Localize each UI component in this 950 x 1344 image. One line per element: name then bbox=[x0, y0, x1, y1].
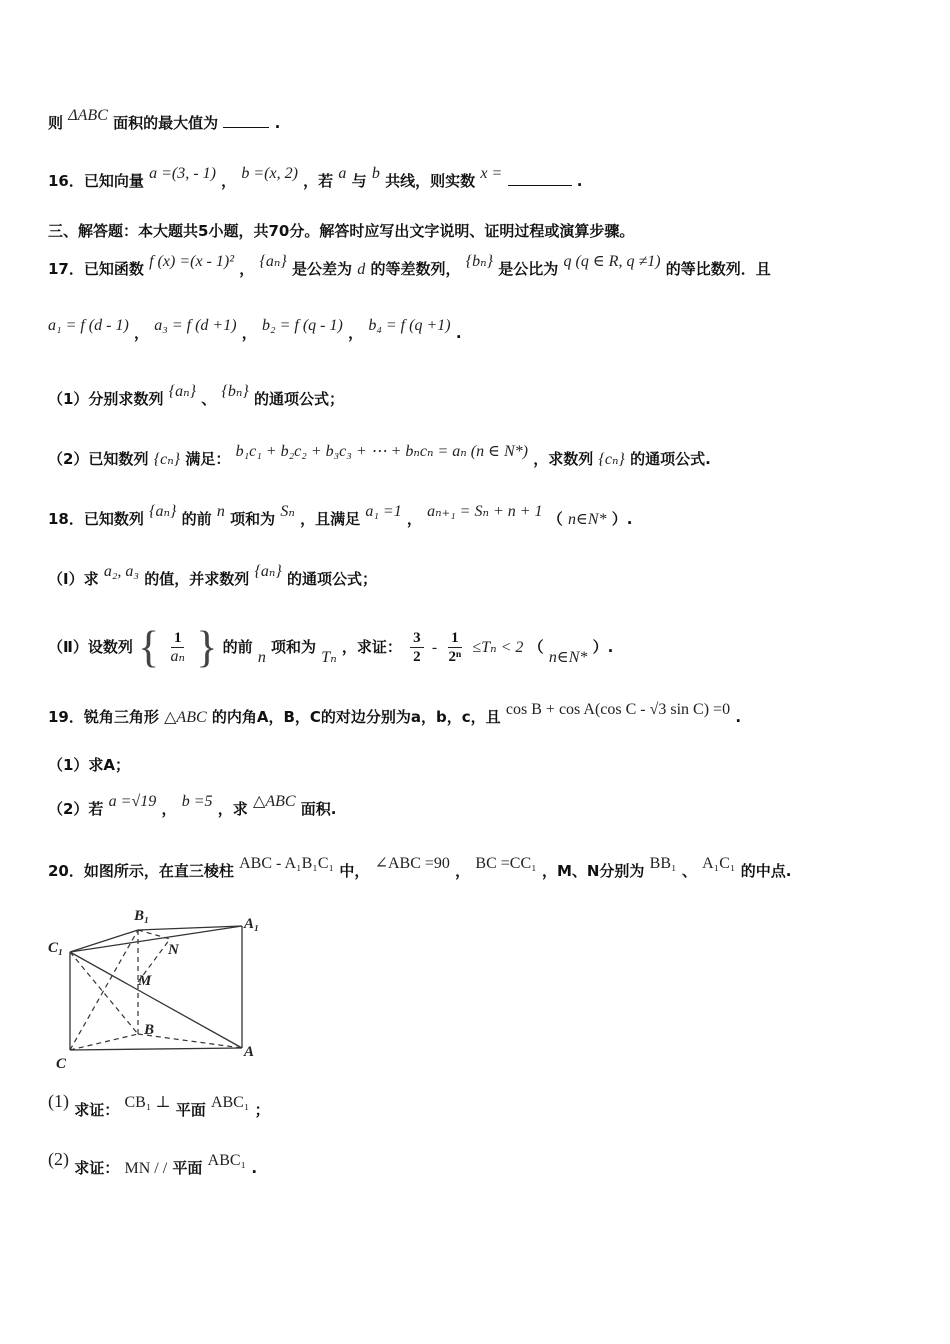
q17-part2 bbox=[48, 443, 711, 471]
q20-a1c1: A₁C₁ bbox=[702, 855, 736, 872]
q18-comma: ， bbox=[406, 510, 422, 528]
q17-part2-label: （2）已知数列 bbox=[48, 450, 149, 468]
q20-part1-num: (1) bbox=[48, 1091, 69, 1111]
label-b1: B₁ bbox=[134, 908, 150, 924]
q20-part1-end: ； bbox=[254, 1101, 270, 1119]
q16-number: 16．已知向量 bbox=[48, 172, 144, 190]
q18-cond-close: ）. bbox=[611, 510, 633, 528]
edge-c-a bbox=[70, 1048, 242, 1050]
q16-b: b bbox=[371, 165, 380, 182]
q19-equation: cos B + cos A(cos C - √3 sin C) =0 bbox=[505, 701, 731, 718]
q17-part2-text: 满足： bbox=[185, 450, 231, 468]
q16-answer-blank bbox=[508, 171, 572, 186]
q17-part2-math: b₁c₁ + b₂c₂ + b₃c₃ + ⋯ + bₙcₙ = aₙ (n ∈ N*) bbox=[235, 443, 528, 460]
label-a1: A₁ bbox=[244, 916, 260, 932]
q20-number: 20．如图所示，在直三棱柱 bbox=[48, 862, 234, 880]
q20-sep: 、 bbox=[681, 862, 697, 880]
q16-x: x = bbox=[480, 165, 503, 182]
q18-brace-right: } bbox=[196, 622, 218, 672]
q20-part2-text2: 平面 bbox=[172, 1159, 203, 1177]
q18-frac-3-2 bbox=[410, 629, 424, 666]
q19-end: . bbox=[735, 708, 742, 726]
q18-frac-1-2n bbox=[445, 629, 464, 666]
label-n: N bbox=[168, 942, 179, 958]
prism-figure bbox=[44, 900, 274, 1076]
q20-line1 bbox=[48, 855, 792, 883]
diag-c1-a bbox=[70, 952, 242, 1048]
edge-c-b bbox=[70, 1034, 138, 1050]
q17-a3-eq: a₃ = f (d +1) bbox=[154, 317, 237, 334]
q18-part2-text: 的前 bbox=[222, 638, 253, 656]
q17-line2 bbox=[48, 317, 462, 345]
q18-part1-an: {aₙ} bbox=[254, 563, 282, 580]
q20-bc-eq: BC =CC₁ bbox=[475, 855, 537, 872]
q18-part2-label: （Ⅱ）设数列 bbox=[48, 638, 133, 656]
q20-comma: ， bbox=[455, 862, 471, 880]
q17-part1-an: {aₙ} bbox=[168, 383, 196, 400]
q17-q-math: q (q ∈ R, q ≠1) bbox=[563, 253, 661, 270]
q20-bb1: BB₁ bbox=[649, 855, 677, 872]
q15-triangle-math: ΔABC bbox=[68, 107, 108, 124]
q20-part2-plane: ABC₁ bbox=[207, 1152, 247, 1169]
q20-part2-end: . bbox=[251, 1159, 258, 1177]
q17-part1-bn: {bₙ} bbox=[221, 383, 249, 400]
q19-part2-triangle: △ABC bbox=[253, 793, 296, 810]
q18-ineq-den1: 2 bbox=[413, 649, 421, 665]
q20-part2-text: 求证： bbox=[74, 1159, 120, 1177]
q18-frac-num: 1 bbox=[171, 629, 185, 648]
q18-line1 bbox=[48, 503, 633, 531]
q18-part1-math: a₂, a₃ bbox=[103, 563, 139, 580]
q18-ineq-den2: 2ⁿ bbox=[448, 649, 462, 665]
q19-number: 19．锐角三角形 bbox=[48, 708, 159, 726]
q17-seq-b: {bₙ} bbox=[465, 253, 494, 270]
q15-answer-blank bbox=[223, 113, 269, 128]
q17-part2-cn: {cₙ} bbox=[153, 451, 181, 468]
q18-recurrence: aₙ₊₁ = Sₙ + n + 1 bbox=[427, 503, 543, 520]
q17-sep: ， bbox=[134, 324, 150, 342]
q16-text4: 共线，则实数 bbox=[385, 172, 476, 190]
q16-vector-b: b =(x, 2) bbox=[241, 165, 298, 182]
q20-prism: ABC - A₁B₁C₁ bbox=[239, 855, 335, 872]
q19-part1: （1）求A； bbox=[48, 756, 131, 774]
q16-line bbox=[48, 165, 583, 193]
q17-line1 bbox=[48, 253, 771, 281]
q17-part2-text2: ，求数列 bbox=[533, 450, 594, 468]
q18-part2-n: n bbox=[257, 649, 266, 666]
q18-ineq-num1: 3 bbox=[410, 629, 424, 648]
q18-n: n bbox=[216, 503, 225, 520]
q19-part2 bbox=[48, 793, 337, 821]
q16-a: a bbox=[338, 165, 347, 182]
q18-ineq-num2: 1 bbox=[448, 629, 462, 648]
q20-text4: 的中点. bbox=[740, 862, 792, 880]
q20-part1-text: 求证： bbox=[74, 1101, 120, 1119]
q17-function-math: f (x) =(x - 1)² bbox=[149, 253, 234, 270]
q18-frac-den: aₙ bbox=[170, 648, 185, 665]
q18-number: 18．已知数列 bbox=[48, 510, 144, 528]
label-b: B bbox=[144, 1022, 155, 1038]
q19-part2-b: b =5 bbox=[181, 793, 213, 810]
q18-part1-text: 的值，并求数列 bbox=[144, 570, 250, 588]
label-m: M bbox=[138, 973, 152, 989]
q17-sep: ， bbox=[348, 324, 364, 342]
q18-cond-math: n∈N* bbox=[568, 511, 607, 528]
q19-part2-text: ，求 bbox=[217, 800, 248, 818]
q18-ineq-minus: - bbox=[431, 639, 438, 656]
q18-part2-tn: Tₙ bbox=[321, 649, 337, 666]
q18-part2 bbox=[48, 624, 613, 671]
q18-seq-a: {aₙ} bbox=[149, 503, 177, 520]
q17-text4: 是公比为 bbox=[498, 260, 559, 278]
q17-number: 17．已知函数 bbox=[48, 260, 144, 278]
q16-text3: 与 bbox=[351, 172, 367, 190]
q20-angle: ∠ABC =90 bbox=[374, 855, 450, 872]
q18-fraction-seq bbox=[167, 629, 187, 666]
q18-part2-text2: 项和为 bbox=[271, 638, 317, 656]
q18-part2-text3: ，求证： bbox=[341, 638, 402, 656]
q16-comma: ， bbox=[221, 172, 237, 190]
q19-part2-end: 面积. bbox=[300, 800, 337, 818]
q18-ineq-rest: ≤Tₙ < 2 bbox=[472, 639, 524, 656]
seg-b1-n bbox=[138, 930, 170, 939]
q17-a1-eq: a₁ = f (d - 1) bbox=[48, 317, 129, 334]
q17-part2-text3: 的通项公式. bbox=[630, 450, 711, 468]
q17-end: . bbox=[455, 324, 462, 342]
q17-part1-text: 的通项公式； bbox=[253, 390, 344, 408]
q18-text2: 的前 bbox=[181, 510, 212, 528]
q19-comma: ， bbox=[161, 800, 177, 818]
q17-part1 bbox=[48, 383, 344, 411]
q20-part1-math: CB₁ ⊥ bbox=[124, 1094, 171, 1111]
q17-text5: 的等比数列．且 bbox=[665, 260, 771, 278]
q18-text3: 项和为 bbox=[230, 510, 276, 528]
q20-part2-math: MN / / bbox=[124, 1160, 168, 1177]
q20-text2: 中， bbox=[339, 862, 370, 880]
q16-vector-a: a =(3, - 1) bbox=[149, 165, 216, 182]
q18-part2-cond-math: n∈N* bbox=[548, 649, 588, 666]
q19-triangle: △ABC bbox=[164, 709, 207, 726]
section-heading: 三、解答题：本大题共5小题，共70分。解答时应写出文字说明、证明过程或演算步骤。 bbox=[48, 222, 635, 240]
q17-b2-eq: b₂ = f (q - 1) bbox=[262, 317, 343, 334]
q18-part1-label: （Ⅰ）求 bbox=[48, 570, 99, 588]
q18-text4: ，且满足 bbox=[300, 510, 361, 528]
label-c1: C₁ bbox=[48, 940, 64, 956]
diag-c1-b bbox=[70, 952, 138, 1034]
q17-part2-cn2: {cₙ} bbox=[598, 451, 625, 468]
q19-text2: 的内角A，B，C的对边分别为a，b，c，且 bbox=[211, 708, 501, 726]
q17-sep: ， bbox=[241, 324, 257, 342]
q15-end: . bbox=[274, 114, 281, 132]
diag-c-b1 bbox=[70, 930, 138, 1050]
edge-c1-b1 bbox=[70, 930, 138, 952]
label-a: A bbox=[244, 1044, 255, 1060]
q17-d: d bbox=[357, 261, 366, 278]
q20-part1-plane: ABC₁ bbox=[210, 1094, 250, 1111]
q17-text3: 的等差数列， bbox=[370, 260, 461, 278]
q18-part1 bbox=[48, 563, 377, 591]
q17-part1-sep: 、 bbox=[201, 390, 217, 408]
q15-text: 面积的最大值为 bbox=[113, 114, 219, 132]
q18-brace-left: { bbox=[138, 622, 160, 672]
q18-part1-text2: 的通项公式； bbox=[286, 570, 377, 588]
q20-part2-num: (2) bbox=[48, 1149, 69, 1169]
label-c: C bbox=[56, 1056, 67, 1072]
q15-line bbox=[48, 107, 281, 135]
q18-sn: Sₙ bbox=[280, 503, 295, 520]
q17-comma: ， bbox=[239, 260, 255, 278]
q18-cond-open: （ bbox=[547, 510, 563, 528]
q19-line1 bbox=[48, 701, 742, 729]
q18-a1: a₁ =1 bbox=[365, 503, 402, 520]
q17-part1-label: （1）分别求数列 bbox=[48, 390, 164, 408]
q16-end: . bbox=[576, 172, 583, 190]
q18-part2-cond-close: ）. bbox=[592, 638, 614, 656]
q16-text2: ，若 bbox=[303, 172, 334, 190]
q19-part2-label: （2）若 bbox=[48, 800, 104, 818]
q20-text3: ，M、N分别为 bbox=[541, 862, 645, 880]
q18-part2-cond-open: （ bbox=[528, 638, 544, 656]
q20-part2 bbox=[48, 1149, 258, 1180]
q20-part1 bbox=[48, 1091, 270, 1122]
q17-b4-eq: b₄ = f (q +1) bbox=[368, 317, 451, 334]
q15-prefix: 则 bbox=[48, 114, 64, 132]
q20-part1-text2: 平面 bbox=[175, 1101, 206, 1119]
q17-seq-a: {aₙ} bbox=[259, 253, 287, 270]
q17-text2: 是公差为 bbox=[292, 260, 353, 278]
q19-part2-a: a =√19 bbox=[108, 793, 157, 810]
